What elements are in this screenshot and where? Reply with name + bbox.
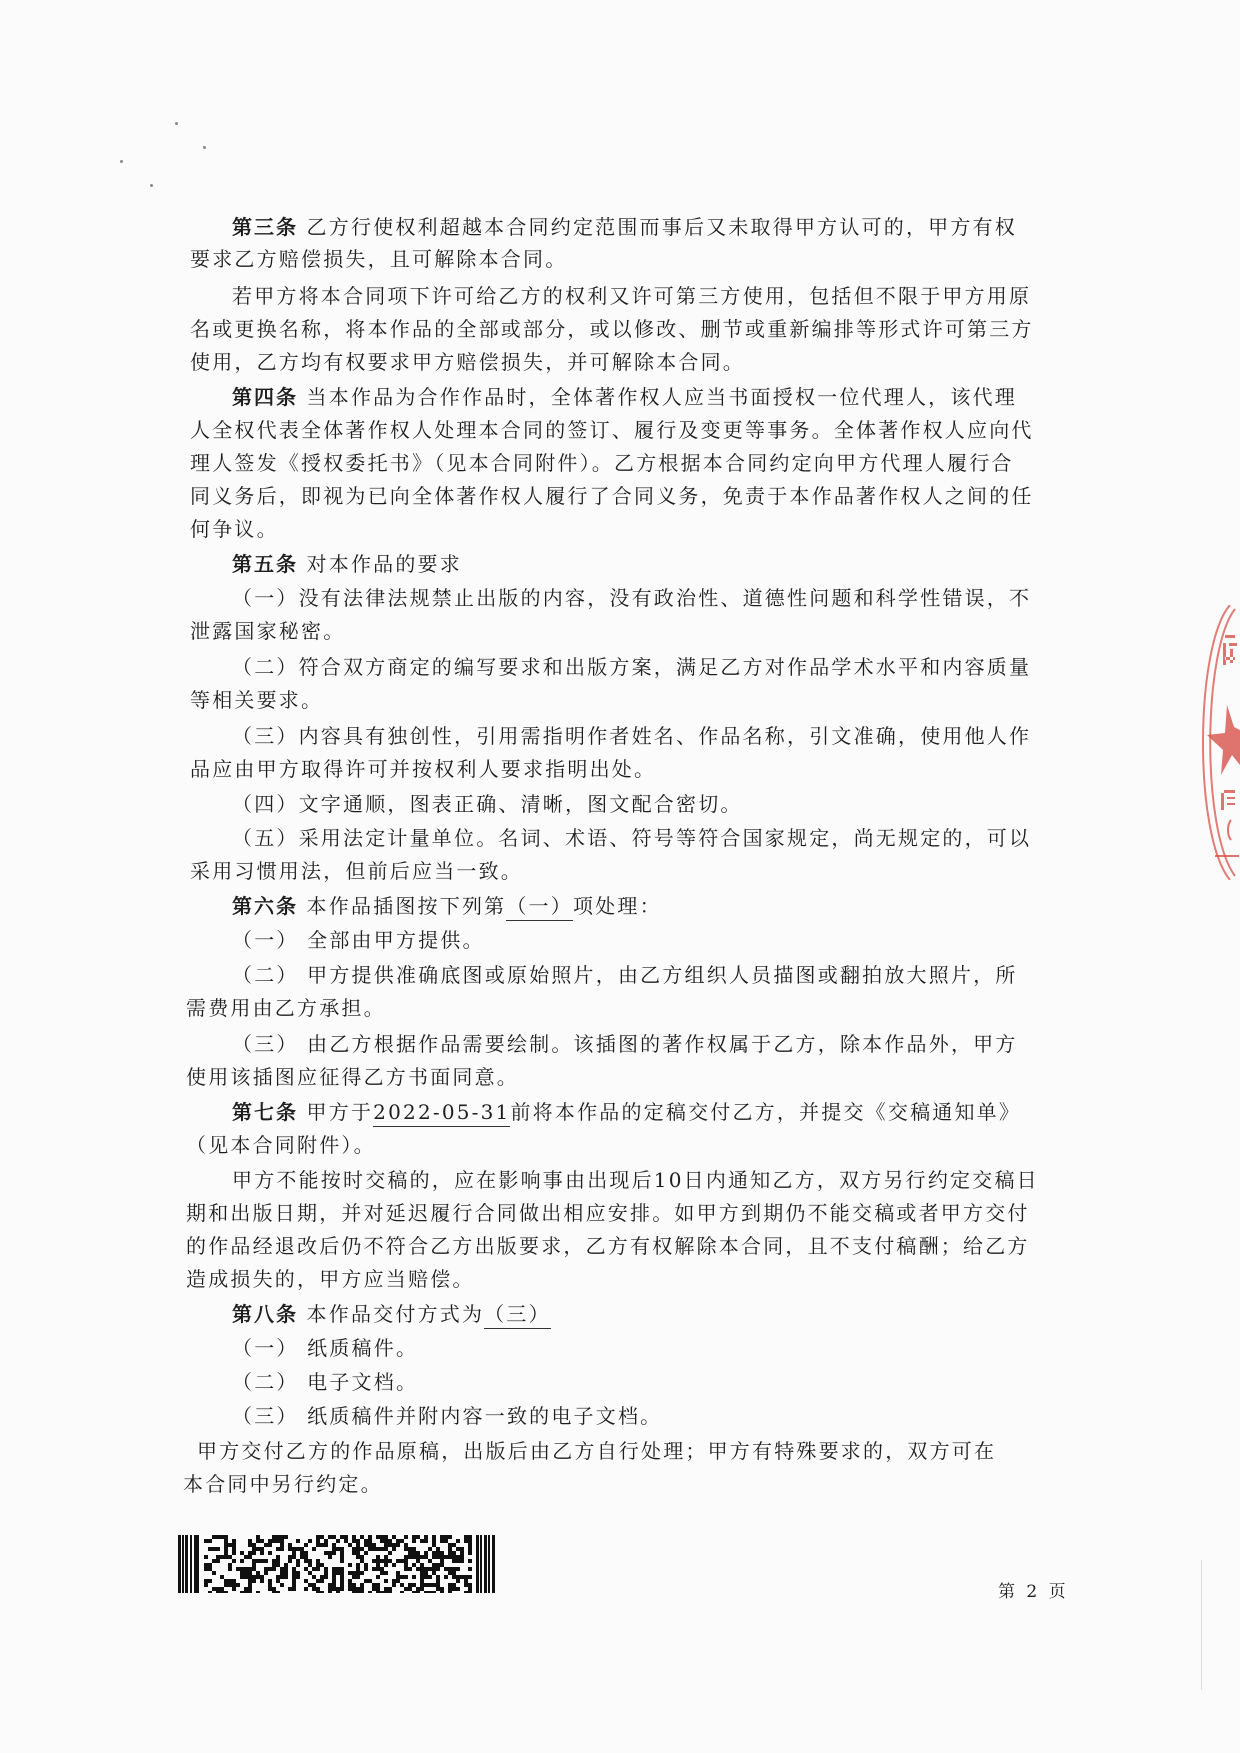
text-line (232, 824, 1031, 852)
line-text: 等相关要求。 (190, 688, 324, 712)
text-line (232, 1030, 1018, 1058)
text-line (232, 282, 1031, 310)
line-text: 前将本作品的定稿交付乙方，并提交《交稿通知单》 (510, 1100, 1022, 1124)
line-text: （二） 电子文档。 (232, 1370, 419, 1394)
text-line (186, 1131, 376, 1159)
text-line (232, 653, 1031, 681)
article-heading: 第三条 (232, 215, 298, 239)
line-text: （三）内容具有独创性，引用需指明作者姓名、作品名称，引文准确，使用他人作 (232, 724, 1032, 748)
text-line (190, 245, 567, 273)
line-text: （一） 全部由甲方提供。 (232, 928, 485, 952)
text-line (232, 926, 485, 954)
line-text: （三） 纸质稿件并附内容一致的电子文档。 (232, 1404, 663, 1428)
text-line (232, 1166, 1039, 1194)
text-line (190, 416, 1034, 444)
barcode-image (178, 1535, 496, 1593)
text-line (186, 1199, 1030, 1227)
text-line (190, 449, 1014, 477)
page-number: 第 2 页 (998, 1582, 1069, 1602)
line-text: （三） 由乙方根据作品需要绘制。该插图的著作权属于乙方，除本作品外，甲方 (232, 1032, 1018, 1056)
line-text: 本作品插图按下列第 (298, 894, 507, 918)
text-line (232, 1098, 1021, 1127)
line-text: 甲方于 (298, 1100, 374, 1124)
line-text: 甲方交付乙方的作品原稿，出版后由乙方自行处理；甲方有特殊要求的，双方可在 (197, 1439, 997, 1463)
line-text: 需费用由乙方承担。 (186, 996, 386, 1020)
article-heading: 第八条 (232, 1302, 298, 1326)
text-line (186, 1265, 475, 1293)
text-line (186, 1232, 1030, 1260)
scan-speck (203, 146, 206, 149)
text-line (186, 1063, 519, 1091)
text-line (232, 892, 662, 921)
text-line (190, 857, 523, 885)
text-line (232, 1368, 418, 1396)
line-text: 的作品经退改后仍不符合乙方出版要求，乙方有权解除本合同，且不支付稿酬；给乙方 (186, 1234, 1030, 1258)
line-text: 若甲方将本合同项下许可给乙方的权利又许可第三方使用，包括但不限于甲方用原 (232, 284, 1032, 308)
line-text: （见本合同附件）。 (186, 1133, 376, 1157)
line-text: （二）符合双方商定的编写要求和出版方案，满足乙方对作品学术水平和内容质量 (232, 655, 1032, 679)
article-heading: 第四条 (232, 385, 298, 409)
line-text: 甲方不能按时交稿的，应在影响事由出现后10日内通知乙方，双方另行约定交稿日 (232, 1168, 1039, 1192)
text-line (232, 1402, 662, 1430)
article-heading: 第五条 (232, 552, 298, 576)
text-line (232, 1334, 418, 1362)
line-text: 何争议。 (190, 517, 279, 541)
article-heading: 第六条 (232, 894, 298, 918)
line-text: 期和出版日期，并对延迟履行合同做出相应安排。如甲方到期仍不能交稿或者甲方交付 (186, 1201, 1030, 1225)
line-text: 本作品交付方式为 (298, 1302, 485, 1326)
text-line (232, 584, 1031, 612)
text-line (232, 550, 462, 578)
line-text: 本合同中另行约定。 (183, 1472, 383, 1496)
line-text: 品应由甲方取得许可并按权利人要求指明出处。 (190, 757, 657, 781)
line-text: 使用，乙方均有权要求甲方赔偿损失，并可解除本合同。 (190, 350, 745, 374)
line-text: 人全权代表全体著作权人处理本合同的签订、履行及变更等事务。全体著作权人应向代 (190, 418, 1034, 442)
text-line (197, 1437, 996, 1465)
text-line (232, 383, 1017, 411)
text-line (190, 348, 745, 376)
text-line (190, 617, 345, 645)
scan-speck (120, 160, 123, 163)
filled-blank: （一） (506, 892, 573, 921)
line-text: （二） 甲方提供准确底图或原始照片，由乙方组织人员描图或翻拍放大照片，所 (232, 963, 1018, 987)
line-text: 泄露国家秘密。 (190, 619, 346, 643)
text-line (183, 1470, 383, 1498)
line-text: 同义务后，即视为已向全体著作权人履行了合同义务，免责于本作品著作权人之间的任 (190, 484, 1034, 508)
text-line (232, 722, 1031, 750)
text-line (232, 961, 1018, 989)
filled-blank: （三） (484, 1300, 551, 1329)
line-text: 乙方行使权利超越本合同约定范围而事后又未取得甲方认可的，甲方有权 (298, 215, 1017, 239)
line-text: 造成损失的，甲方应当赔偿。 (186, 1267, 475, 1291)
line-text: （五）采用法定计量单位。名词、术语、符号等符合国家规定，尚无规定的，可以 (232, 826, 1032, 850)
line-text: （一）没有法律法规禁止出版的内容，没有政治性、道德性问题和科学性错误，不 (232, 586, 1032, 610)
text-line (186, 994, 386, 1022)
scan-edge (1201, 1560, 1202, 1690)
line-text: 项处理： (572, 894, 662, 918)
text-line (190, 686, 323, 714)
line-text: 使用该插图应征得乙方书面同意。 (186, 1065, 519, 1089)
text-line (232, 213, 1017, 241)
line-text: 对本作品的要求 (298, 552, 462, 576)
filled-blank: 2022-05-31 (373, 1098, 510, 1127)
line-text: （四）文字通顺，图表正确、清晰，图文配合密切。 (232, 792, 743, 816)
line-text: 当本作品为合作作品时，全体著作权人应当书面授权一位代理人，该代理 (298, 385, 1017, 409)
text-line (190, 755, 656, 783)
line-text: 采用习惯用法，但前后应当一致。 (190, 859, 523, 883)
red-seal-stamp (1185, 605, 1240, 880)
text-line (190, 315, 1034, 343)
line-text: 理人签发《授权委托书》（见本合同附件）。乙方根据本合同约定向甲方代理人履行合 (190, 451, 1014, 475)
line-text: 名或更换名称，将本作品的全部或部分，或以修改、删节或重新编排等形式许可第三方 (190, 317, 1034, 341)
text-line (232, 1300, 551, 1329)
article-heading: 第七条 (232, 1100, 298, 1124)
scan-speck (175, 122, 178, 125)
line-text: （一） 纸质稿件。 (232, 1336, 419, 1360)
text-line (190, 515, 279, 543)
text-line (190, 482, 1034, 510)
line-text: 要求乙方赔偿损失，且可解除本合同。 (190, 247, 568, 271)
text-line (232, 790, 743, 818)
scan-speck (150, 184, 153, 187)
